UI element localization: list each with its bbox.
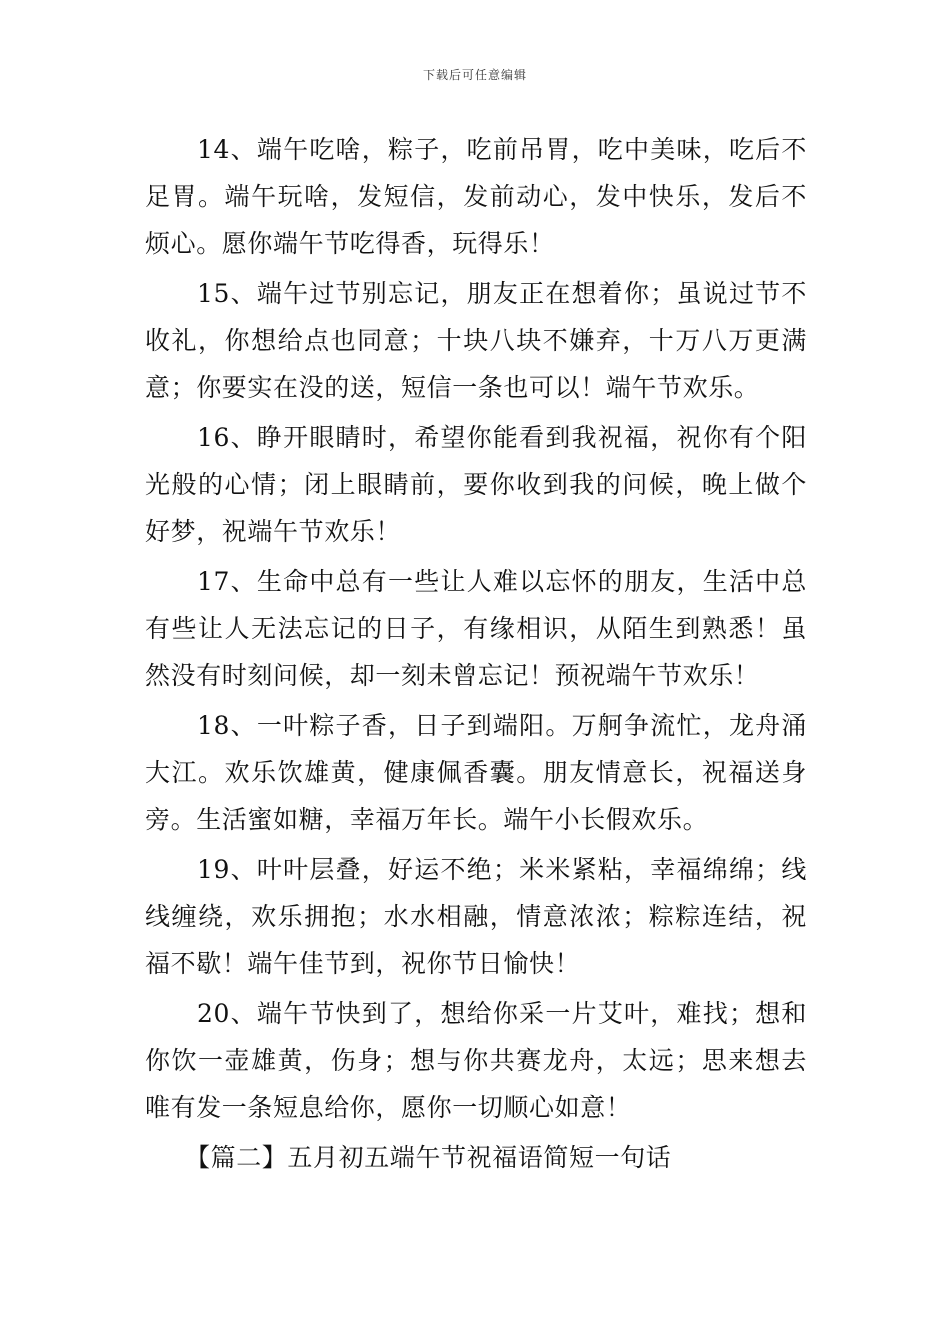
paragraph-14: 14、端午吃啥，粽子，吃前吊胃，吃中美味，吃后不足胃。端午玩啥，发短信，发前动心，发中快乐，发后不烦心。愿你端午节吃得香，玩得乐！ xyxy=(145,135,807,258)
document-body xyxy=(145,126,807,1181)
paragraph-15: 15、端午过节别忘记，朋友正在想着你；虽说过节不收礼，你想给点也同意；十块八块不嫌弃，十万八万更满意；你要实在没的送，短信一条也可以！端午节欢乐。 xyxy=(145,279,807,402)
paragraph-17: 17、生命中总有一些让人难以忘怀的朋友，生活中总有些让人无法忘记的日子，有缘相识，从陌生到熟悉！虽然没有时刻问候，却一刻未曾忘记！预祝端午节欢乐！ xyxy=(145,567,807,690)
paragraph-19: 19、叶叶层叠，好运不绝；米米紧粘，幸福绵绵；线线缠绕，欢乐拥抱；水水相融，情意浓浓；粽粽连结，祝福不歇！端午佳节到，祝你节日愉快！ xyxy=(145,855,807,978)
paragraph-16: 16、睁开眼睛时，希望你能看到我祝福，祝你有个阳光般的心情；闭上眼睛前，要你收到我的问候，晚上做个好梦，祝端午节欢乐！ xyxy=(145,423,807,546)
section-title: 【篇二】五月初五端午节祝福语简短一句话 xyxy=(185,1143,672,1172)
paragraph-18: 18、一叶粽子香，日子到端阳。万舸争流忙，龙舟涌大江。欢乐饮雄黄，健康佩香囊。朋友情意长，祝福送身旁。生活蜜如糖，幸福万年长。端午小长假欢乐。 xyxy=(145,711,807,834)
paragraph-20: 20、端午节快到了，想给你采一片艾叶，难找；想和你饮一壶雄黄，伤身；想与你共赛龙舟，太远；思来想去唯有发一条短息给你，愿你一切顺心如意！ xyxy=(145,999,807,1122)
page-header-note: 下载后可任意编辑 xyxy=(422,68,527,82)
